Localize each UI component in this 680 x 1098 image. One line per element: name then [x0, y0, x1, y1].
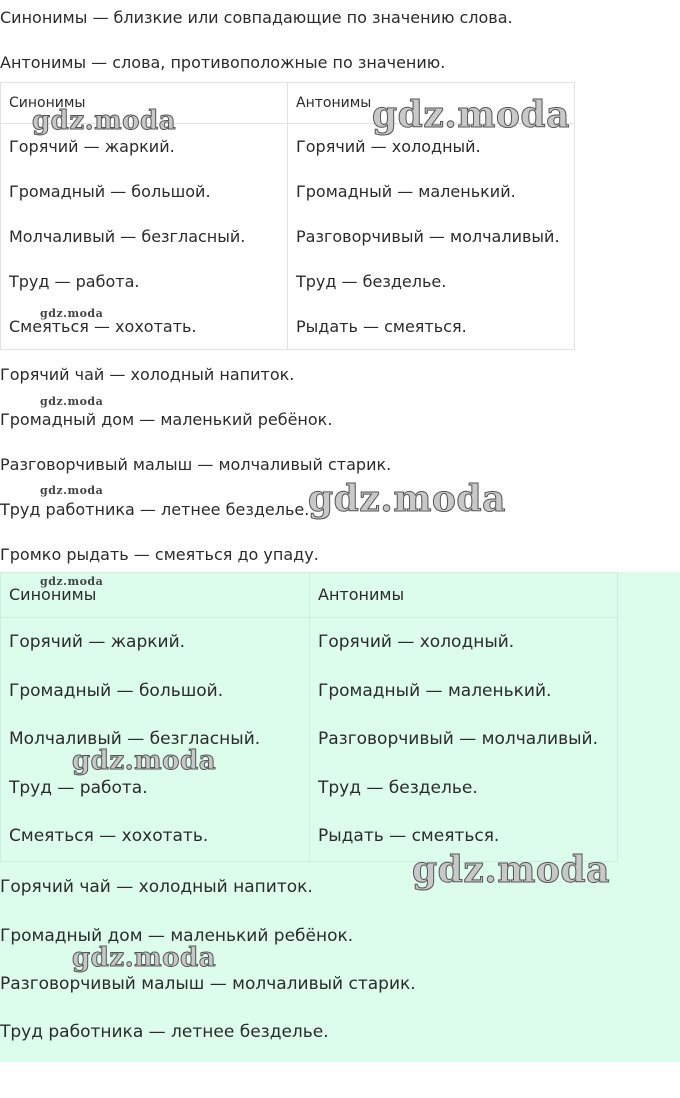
watermark: gdz.moda [40, 395, 104, 408]
synonym-pair: Громадный — большой. [9, 680, 224, 701]
synonym-pair: Горячий — жаркий. [9, 632, 186, 652]
phrase-line: Труд работника — летнее безделье. [0, 1022, 329, 1042]
antonym-pair: Громадный — маленький. [318, 680, 552, 701]
synonyms-definition: Синонимы — близкие или совпадающие по значению слова. [0, 8, 513, 27]
watermark: gdz.moda [72, 943, 217, 973]
synonym-pair: Смеяться — хохотать. [9, 826, 209, 846]
antonyms-column [288, 124, 575, 350]
table-header-synonyms: Синонимы [1, 573, 310, 618]
watermark: gdz.moda [72, 746, 217, 776]
phrase-line: Труд работника — летнее безделье. [0, 500, 310, 519]
watermark: gdz.moda [40, 484, 104, 497]
phrase-line: Громадный дом — маленький ребёнок. [0, 926, 354, 946]
antonym-pair: Рыдать — смеяться. [296, 317, 467, 336]
phrase-line: Разговорчивый малыш — молчаливый старик. [0, 974, 416, 994]
antonym-pair: Громадный — маленький. [296, 182, 516, 201]
synonym-pair: Труд — работа. [9, 777, 148, 798]
synonym-pair: Громадный — большой. [9, 182, 211, 201]
watermark: gdz.moda [40, 575, 104, 588]
antonym-pair: Рыдать — смеяться. [318, 826, 500, 846]
phrase-line: Громадный дом — маленький ребёнок. [0, 410, 333, 429]
phrase-line: Горячий чай — холодный напиток. [0, 877, 313, 897]
synonyms-column [1, 618, 310, 862]
synonym-pair: Молчаливый — безгласный. [9, 227, 246, 246]
synonym-pair: Горячий — жаркий. [9, 137, 175, 156]
watermark: gdz.moda [32, 106, 177, 136]
phrase-line: Громко рыдать — смеяться до упаду. [0, 545, 319, 564]
watermark: gdz.moda [40, 307, 104, 320]
synonyms-antonyms-table-highlighted [0, 572, 618, 862]
watermark: gdz.moda [308, 478, 506, 520]
antonym-pair: Труд — безделье. [318, 777, 478, 798]
antonyms-column [310, 618, 618, 862]
watermark: gdz.moda [412, 849, 610, 891]
table-header-synonyms: Синонимы [1, 83, 288, 124]
synonym-pair: Смеяться — хохотать. [9, 317, 197, 336]
table-header-antonyms: Антонимы [310, 573, 618, 618]
antonym-pair: Разговорчивый — молчаливый. [296, 227, 560, 246]
synonym-pair: Молчаливый — безгласный. [9, 729, 261, 749]
antonym-pair: Разговорчивый — молчаливый. [318, 729, 599, 749]
watermark: gdz.moda [372, 94, 570, 136]
synonym-pair: Труд — работа. [9, 272, 140, 291]
phrase-line: Горячий чай — холодный напиток. [0, 365, 295, 384]
table-header-antonyms: Антонимы [288, 83, 575, 124]
antonym-pair: Горячий — холодный. [318, 632, 515, 652]
antonym-pair: Горячий — холодный. [296, 137, 481, 156]
antonyms-definition: Антонимы — слова, противоположные по значению. [0, 53, 446, 72]
phrase-line: Разговорчивый малыш — молчаливый старик. [0, 455, 392, 474]
antonym-pair: Труд — безделье. [296, 272, 447, 291]
